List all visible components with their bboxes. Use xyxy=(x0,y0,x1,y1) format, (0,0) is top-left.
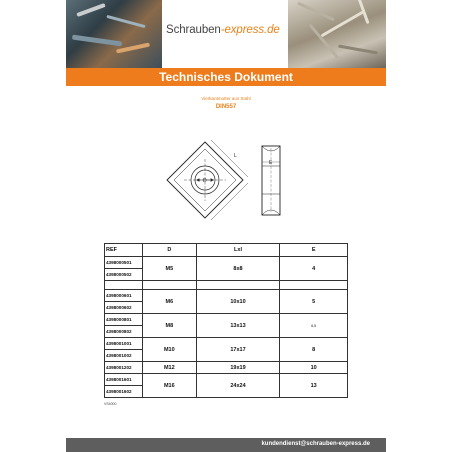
size-cell: M16 xyxy=(142,374,196,398)
height-cell: 5 xyxy=(280,290,348,314)
table-row xyxy=(105,314,348,326)
height-cell: 4 xyxy=(280,257,348,281)
header-d: D xyxy=(142,244,196,257)
size-cell: M6 xyxy=(142,290,196,314)
ref-cell: 4398001002 xyxy=(105,350,143,362)
table-row xyxy=(105,338,348,350)
document-page xyxy=(66,0,386,452)
header-banner xyxy=(66,0,386,68)
ref-cell: 4398000802 xyxy=(105,326,143,338)
specification-table xyxy=(104,243,348,398)
dimension-cell: 24x24 xyxy=(196,374,280,398)
table-row xyxy=(105,374,348,386)
drawing-label-e: E xyxy=(269,160,273,166)
ref-cell: 4398000502 xyxy=(105,269,143,281)
ref-cell: 4398001602 xyxy=(105,386,143,398)
table-row xyxy=(105,362,348,374)
dimension-cell: 8x8 xyxy=(196,257,280,281)
header-e: E xyxy=(280,244,348,257)
footer-bar xyxy=(66,438,386,452)
header-lxl: Lxl xyxy=(196,244,280,257)
screws-photo xyxy=(288,0,386,68)
version-code: VS4000 xyxy=(104,402,117,406)
size-cell: M5 xyxy=(142,257,196,281)
workshop-photo xyxy=(66,0,162,68)
height-cell: 10 xyxy=(280,362,348,374)
brand-logo[interactable] xyxy=(166,24,280,36)
size-cell: M10 xyxy=(142,338,196,362)
size-cell: M8 xyxy=(142,314,196,338)
drawing-label-d: D xyxy=(203,178,207,184)
ref-cell: 4398000501 xyxy=(105,257,143,269)
table-header-row xyxy=(105,244,348,257)
dimension-cell: 19x19 xyxy=(196,362,280,374)
height-cell: 8 xyxy=(280,338,348,362)
ref-cell: 4398001601 xyxy=(105,374,143,386)
table-row xyxy=(105,257,348,269)
ref-cell: 4398001001 xyxy=(105,338,143,350)
height-cell: 13 xyxy=(280,374,348,398)
ref-cell: 4398001202 xyxy=(105,362,143,374)
size-cell: M12 xyxy=(142,362,196,374)
document-title: Technisches Dokument xyxy=(66,68,386,86)
header-ref: REF xyxy=(105,244,143,257)
ref-cell: 4398000801 xyxy=(105,314,143,326)
product-standard: DIN557 xyxy=(215,104,237,110)
drawing-label-l: L xyxy=(234,153,237,159)
dimension-cell: 10x10 xyxy=(196,290,280,314)
ref-cell: 4398000601 xyxy=(105,290,143,302)
brand-part1: Schrauben xyxy=(166,24,221,36)
height-cell: 6,5 xyxy=(280,314,348,338)
brand-part2: -express.de xyxy=(220,24,280,36)
product-subtitle: Vierkantmutter aus Stahl xyxy=(201,96,251,101)
table-row xyxy=(105,290,348,302)
technical-drawing xyxy=(158,136,288,226)
dimension-cell: 17x17 xyxy=(196,338,280,362)
dimension-cell: 13x13 xyxy=(196,314,280,338)
contact-email-link[interactable]: kundendienst@schrauben-express.de xyxy=(261,441,370,447)
ref-cell: 4398000602 xyxy=(105,302,143,314)
